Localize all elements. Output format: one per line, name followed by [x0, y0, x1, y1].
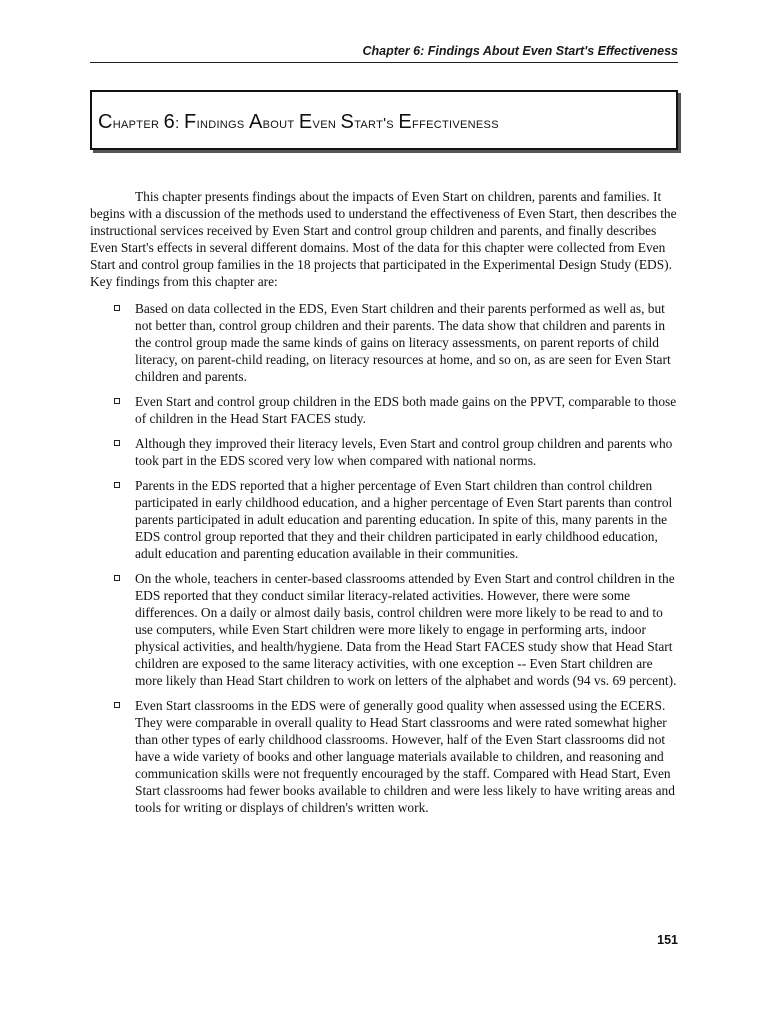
- bullet-icon: [114, 482, 120, 488]
- list-item-text: On the whole, teachers in center-based classrooms attended by Even Start and control children in the EDS reported that they conduct similar literacy-related activities. However, there were some differences. On a daily or almost daily basis, control children were more likely to be read to and to use computers, while Even Start children were more likely to engage in performing arts, indoor physical activities, and health/hygiene. Data from the Head Start FACES study show that Head Start children are exposed to the same literacy activities, with one exception -- Even Start children are more likely than Head Start children to work on letters of the alphabet and words (94 vs. 69 percent).: [135, 571, 677, 688]
- list-item-text: Although they improved their literacy levels, Even Start and control group children and parents who took part in the EDS scored very low when compared with national norms.: [135, 436, 673, 468]
- header-rule: [90, 62, 678, 63]
- chapter-title-box: [90, 90, 678, 150]
- bullet-icon: [114, 440, 120, 446]
- list-item: [90, 697, 680, 816]
- list-item: [90, 477, 680, 562]
- list-item: [90, 393, 680, 427]
- page-number: 151: [657, 933, 678, 947]
- intro-paragraph: This chapter presents findings about the impacts of Even Start on children, parents and families. It begins with a discussion of the methods used to understand the effectiveness of Even Start, then describes the instructional services received by Even Start and control group children and parents, and finally describes Even Start's effects in several different domains. Most of the data for this chapter were collected from Even Start and control group families in the 18 projects that participated in the Experimental Design Study (EDS). Key findings from this chapter are:: [90, 189, 677, 289]
- chapter-title: Chapter 6: Findings About Even Start's Effectiveness: [98, 111, 499, 133]
- list-item-text: Even Start and control group children in the EDS both made gains on the PPVT, comparable to those of children in the Head Start FACES study.: [135, 394, 677, 426]
- list-item: [90, 300, 680, 385]
- key-findings-list: [90, 300, 680, 816]
- bullet-icon: [114, 702, 120, 708]
- list-item: [90, 435, 680, 469]
- body-text: [90, 188, 680, 824]
- running-head: Chapter 6: Findings About Even Start's Effectiveness: [362, 44, 678, 58]
- bullet-icon: [114, 398, 120, 404]
- list-item-text: Even Start classrooms in the EDS were of generally good quality when assessed using the ECERS. They were comparable in overall quality to Head Start classrooms and were rated somewhat higher than other types of early childhood classrooms. However, half of the Even Start classrooms did not have a wide variety of books and other language materials available to children, and reasoning and communication skills were not frequently encouraged by the staff. Compared with Head Start, Even Start classrooms had fewer books available to children and were less likely to have writing areas and tools for writing or displays of children's written work.: [135, 698, 675, 815]
- bullet-icon: [114, 305, 120, 311]
- list-item-text: Parents in the EDS reported that a higher percentage of Even Start children than control children participated in early childhood education, and a higher percentage of Even Start parents than control parents participated in adult education and parenting education. In spite of this, many parents in the EDS control group reported that they and their children participated in early childhood education, adult education and parenting education available in their communities.: [135, 478, 673, 561]
- bullet-icon: [114, 575, 120, 581]
- list-item: [90, 570, 680, 689]
- list-item-text: Based on data collected in the EDS, Even Start children and their parents performed as well as, but not better than, control group children and their parents. The data show that children and parents in the control group made the same kinds of gains on literacy assessments, on parent reports of child literacy, on parent-child reading, on literacy resources at home, and so on, as are seen for Even Start children and parents.: [135, 301, 671, 384]
